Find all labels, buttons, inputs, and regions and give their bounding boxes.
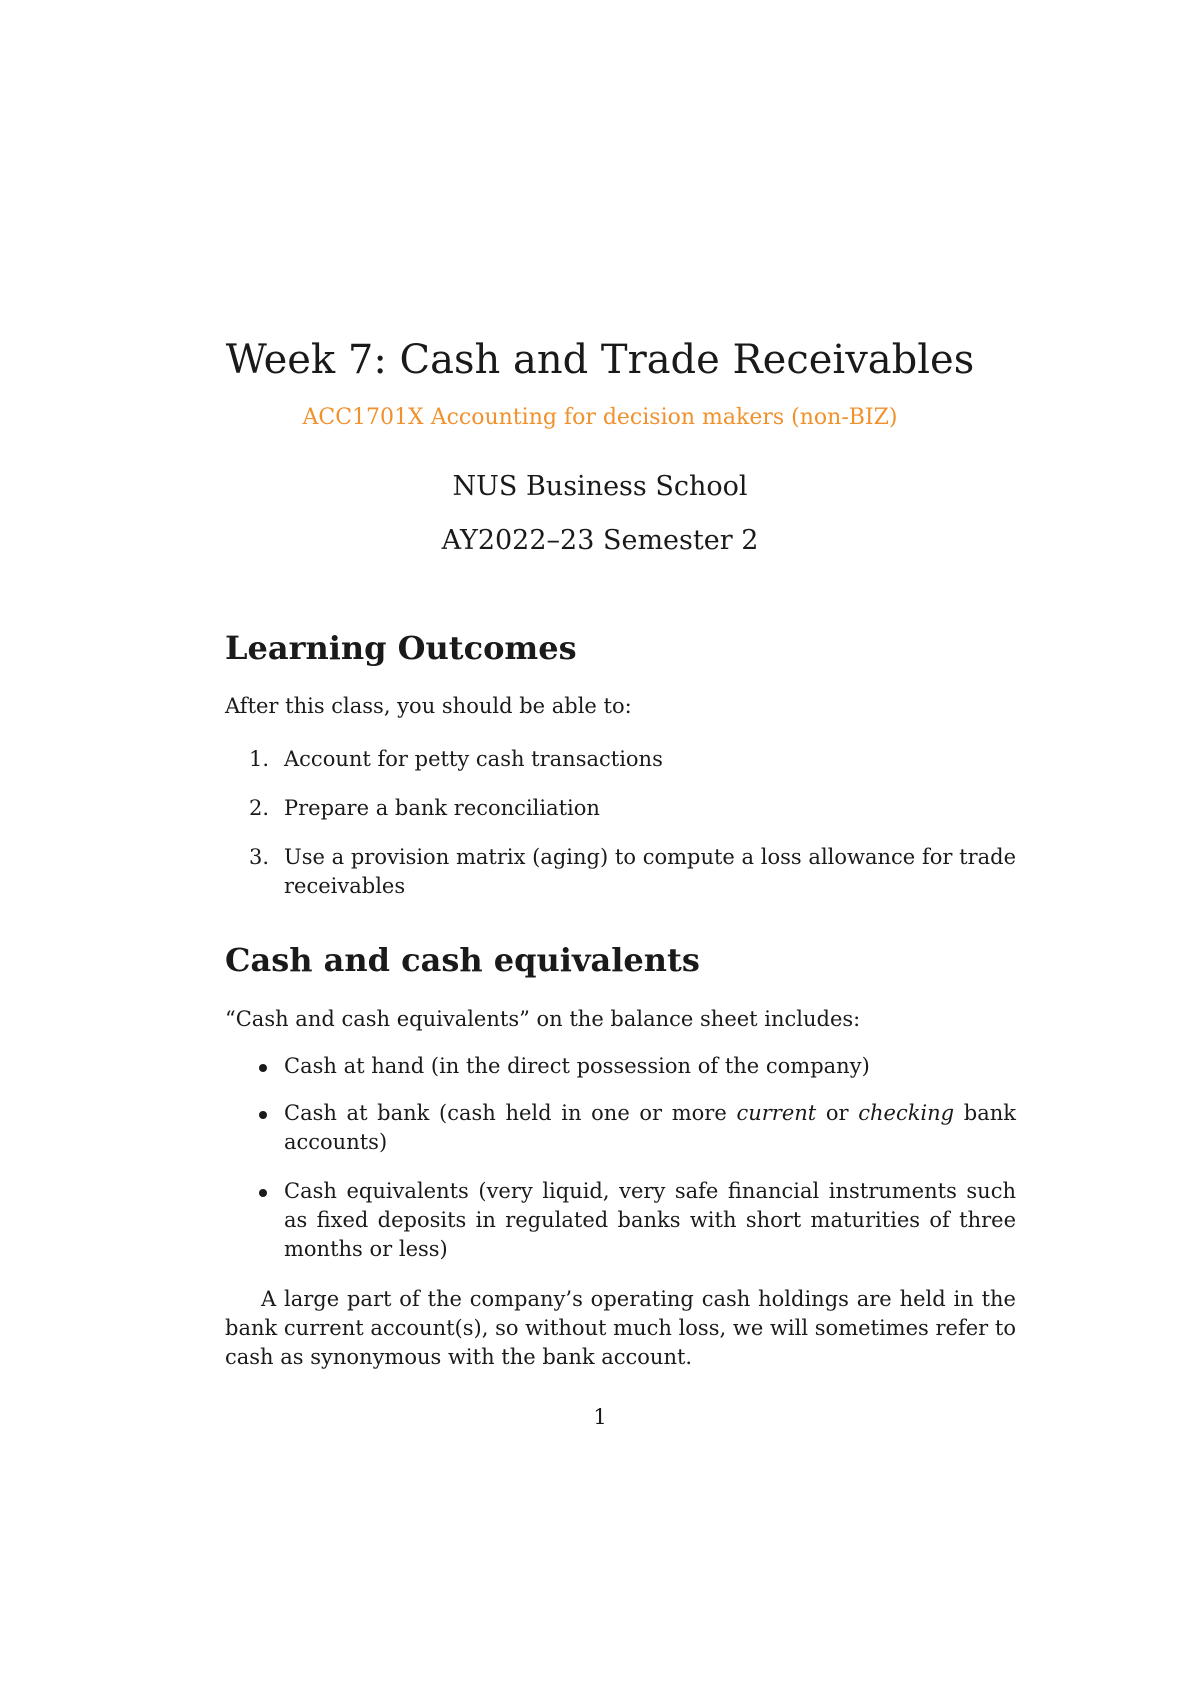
emphasis-current: current	[736, 1101, 817, 1125]
list-number: 2.	[249, 796, 270, 820]
academic-term: AY2022–23 Semester 2	[441, 525, 759, 556]
document-title: Week 7: Cash and Trade Receivables	[225, 337, 975, 383]
learning-outcomes-heading: Learning Outcomes	[225, 629, 577, 667]
cash-section-intro: “Cash and cash equivalents” on the balance sheet includes:	[225, 1007, 861, 1031]
bullet-text: Cash equivalents (very liquid, very safe financial instruments such as fixed deposits in regulated banks with short maturities of three months or less)	[284, 1179, 1016, 1261]
outcome-text: Use a provision matrix (aging) to compute a loss allowance for trade receivables	[284, 845, 1016, 898]
bullet-text: Cash at hand (in the direct possession of the company)	[284, 1054, 870, 1078]
list-number: 3.	[249, 845, 270, 869]
institution-name: NUS Business School	[452, 471, 748, 502]
list-number: 1.	[249, 747, 270, 771]
course-subtitle: ACC1701X Accounting for decision makers (non-BIZ)	[302, 405, 898, 430]
emphasis-checking: checking	[858, 1101, 955, 1125]
outcome-text: Prepare a bank reconciliation	[284, 796, 600, 820]
outcome-text: Account for petty cash transactions	[284, 747, 663, 771]
bullet-icon	[249, 1099, 279, 1128]
cash-section-heading: Cash and cash equivalents	[225, 941, 700, 979]
page-number: 1	[593, 1405, 607, 1429]
closing-paragraph: A large part of the company’s operating cash holdings are held in the bank current account(s), so without much loss, we will sometimes refer to cash as synonymous with the bank account.	[225, 1287, 1016, 1369]
bullet-text: Cash at bank (cash held in one or more current or checking bank accounts)	[284, 1101, 1016, 1154]
bullet-icon	[249, 1177, 279, 1206]
bullet-icon	[249, 1052, 279, 1081]
learning-outcomes-intro: After this class, you should be able to:	[225, 694, 632, 718]
